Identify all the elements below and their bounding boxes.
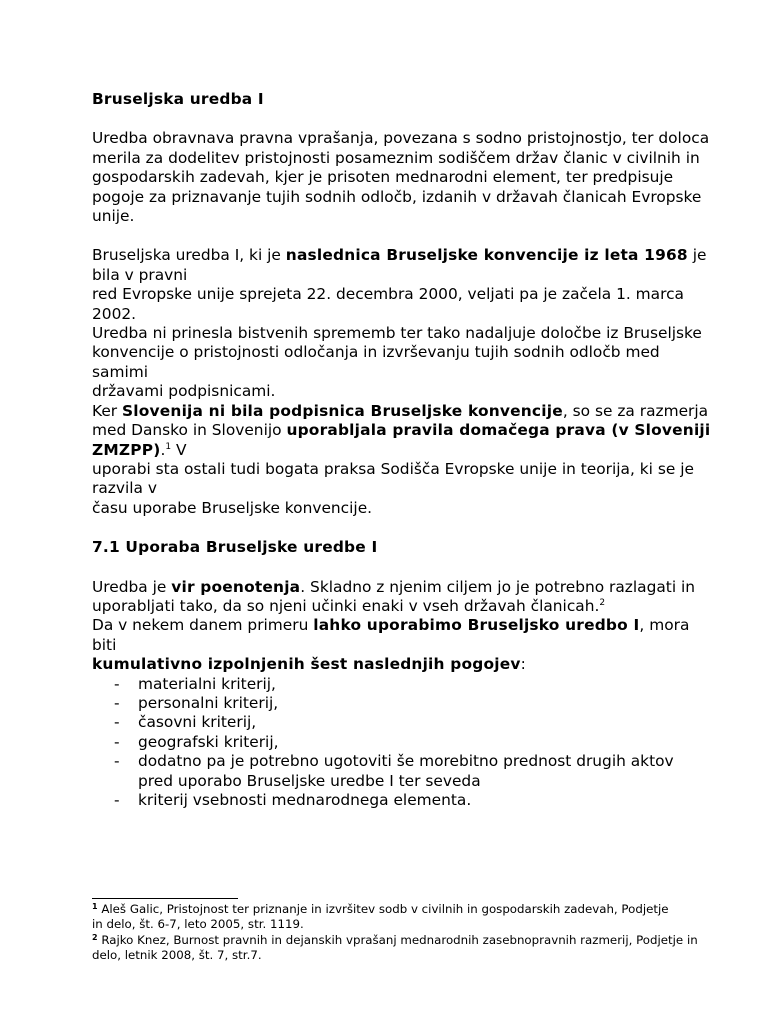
footnote-2	[92, 933, 712, 964]
document-page	[92, 90, 712, 810]
text-run: , so se za razmerja	[562, 401, 709, 420]
paragraph-conditions	[92, 616, 712, 655]
text-run: je bila v pravni	[92, 246, 707, 284]
text-run: V	[171, 440, 187, 459]
footnote-text: Aleš Galic, Pristojnost ter priznanje in izvršitev sodb v civilnih in gospodarskih zadevah, Podjetje	[101, 902, 669, 916]
paragraph-convention: konvencije o pristojnosti odločanja in izvrševanju tujih sodnih odločb med samimi	[92, 343, 660, 381]
text-run: med Dansko in Slovenijo	[92, 421, 287, 440]
footnote-ref-1[interactable]: 1	[165, 441, 172, 452]
paragraph-signatories: državami podpisnicami.	[92, 382, 276, 401]
criteria-item: - geografski kriterij,	[92, 733, 712, 752]
footnote-separator	[92, 898, 238, 899]
criteria-item: - kriterij vsebnosti mednarodnega elementa.	[92, 791, 712, 810]
criteria-item: - personalni kriterij,	[92, 694, 712, 713]
paragraph-slovenia	[92, 402, 712, 421]
bold-run: uporabljala pravila domačega prava (v Sloveniji ZMZPP)	[92, 421, 711, 459]
bold-run: lahko uporabimo Bruseljsko uredbo I	[313, 616, 640, 635]
intro-paragraph: Uredba obravnava pravna vprašanja, povezana s sodno pristojnostjo, ter doloca merila za dodelitev pristojnosti posameznim sodiščem držav članic v civilnih in gospodarskih zadevah, kjer je prisoten mednarodni element, ter predpisuje pogoje za priznavanje tujih sodnih odločb, izdanih v državah članicah Evropske unije.	[92, 129, 710, 226]
document-title: Bruseljska uredba I	[92, 90, 264, 108]
text-run: Ker	[92, 401, 123, 420]
bold-run: Slovenija ni bila podpisnica Bruseljske konvencije	[122, 401, 563, 420]
bold-run: kumulativno izpolnjenih šest naslednjih pogojev	[92, 655, 521, 674]
footnote-ref-2[interactable]: 2	[599, 597, 606, 608]
paragraph-denmark	[92, 421, 712, 460]
bold-run: vir poenotenja	[171, 577, 301, 596]
text-run: , mora biti	[92, 616, 690, 654]
text-run: Uredba je	[92, 577, 172, 596]
footnote-text: delo, letnik 2008, št. 7, str.7.	[92, 947, 262, 962]
criteria-item: - dodatno pa je potrebno ugotoviti še morebitno prednost drugih aktov pred uporabo Bruseljske uredbe I ter seveda	[92, 752, 712, 791]
paragraph-cumulative	[92, 655, 712, 674]
criteria-item: - časovni kriterij,	[92, 713, 712, 732]
footnote-text: Rajko Knez, Burnost pravnih in dejanskih vprašanj mednarodnih zasebnopravnih razmerij, Podjetje in	[101, 932, 698, 947]
paragraph-unification	[92, 578, 712, 617]
footnote-1	[92, 902, 712, 933]
bold-run: naslednica Bruseljske konvencije iz leta 1968	[285, 246, 688, 265]
text-run: Da v nekem danem primeru	[92, 616, 314, 635]
footnote-text: in delo, št. 6-7, leto 2005, str. 1119.	[92, 917, 304, 932]
footnote-number: 2	[92, 932, 98, 942]
paragraph-adoption: red Evropske unije sprejeta 22. decembra 2000, veljati pa je začela 1. marca 2002.	[92, 285, 684, 323]
section-heading: 7.1 Uporaba Bruseljske uredbe I	[92, 538, 378, 557]
paragraph-no-changes: Uredba ni prinesla bistvenih sprememb ter tako nadaljuje določbe iz Bruseljske	[92, 324, 702, 343]
text-run: :	[520, 655, 526, 674]
paragraph-case-law: uporabi sta ostali tudi bogata praksa Sodišča Evropske unije in teorija, ki se je razvila v	[92, 459, 694, 498]
paragraph-time: času uporabe Bruseljske konvencije.	[92, 498, 373, 517]
footnote-number: 1	[92, 902, 98, 911]
text-run: Bruseljska uredba I, ki je	[92, 246, 286, 265]
text-run: .	[160, 440, 166, 459]
paragraph-successor	[92, 246, 712, 285]
footnotes	[92, 902, 712, 963]
criteria-item: - materialni kriterij,	[92, 675, 712, 694]
criteria-list	[92, 675, 712, 811]
text-run: . Skladno z njenim ciljem jo je potrebno razlagati in uporabljati tako, da so njeni učinki enaki v vseh državah članicah.	[92, 577, 696, 615]
